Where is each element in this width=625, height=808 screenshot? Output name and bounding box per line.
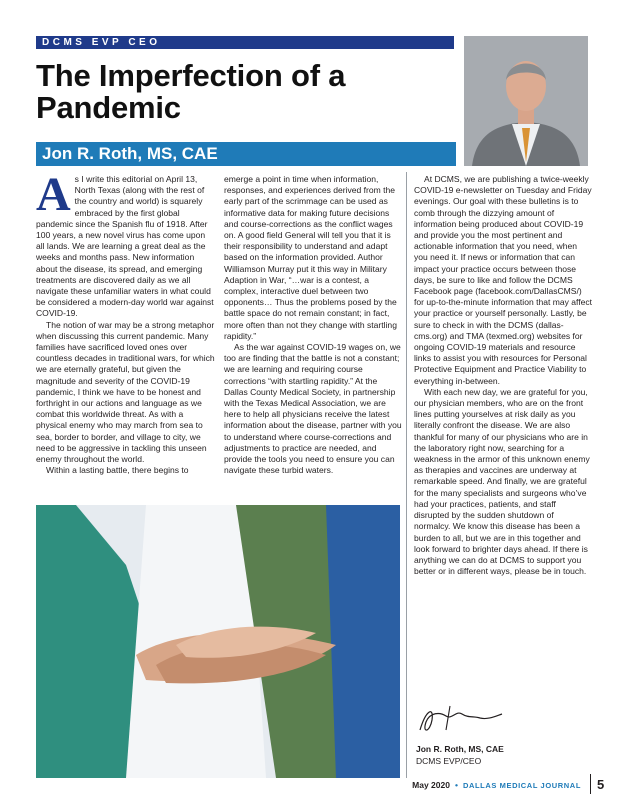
footer-separator: • <box>454 780 458 790</box>
article-column-2 <box>224 174 402 476</box>
paragraph: As the war against COVID-19 wages on, we too are finding that the battle is not a constant; we are learning and requiring course corrections “with startling rapidity.” At the Dallas County Medical Society, in partnership with the Texas Medical Association, we are here to help all physicians receive the latest information about the disease, partner with you to understand where course-corrections and adjustments to practice are needed, and provide the tools you need to ensure you can navigate these turbid waters. <box>224 342 402 476</box>
handwritten-signature <box>416 700 506 736</box>
drop-cap: A <box>36 168 71 221</box>
page-number: 5 <box>597 777 605 792</box>
author-bar <box>36 142 456 166</box>
article-column-3 <box>414 174 592 577</box>
column-divider <box>406 172 407 778</box>
issue-date: May 2020 <box>412 780 450 790</box>
page-footer <box>412 780 581 790</box>
paragraph: emerge a point in time when information, responses, and experiences derived from the early part of the scrimmage can be used as informative data for making future decisions and course-corrections as the conflict wages on. A good field General will tell you that it is their responsibility to understand and adapt based on the information provided. Author Williamson Murray put it this way in Military Adaption in War, “…war is a contest, a complex, interactive duel between two opponents… Thus the problems posed by the battle space do not remain constant; in fact, more often than not they change with startling rapidity.” <box>224 174 397 341</box>
medical-team-hands-photo <box>36 505 400 778</box>
article-column-1 <box>36 168 216 476</box>
paragraph: At DCMS, we are publishing a twice-weekly COVID-19 e-newsletter on Tuesday and Friday evenings. Our goal with these bulletins is to comb through the dizzying amount of information being produced about COVID-19 and provide you the most pertinent and actionable information that you need, when you need it. If news or information that can impact your practice occurs between those days, be sure to like and follow the DCMS Facebook page (facebook.com/DallasCMS/) for up-to-the-minute information that may affect your practice or yourself personally. Lastly, be sure to check in with the DCMS (dallas-cms.org) and TMA (texmed.org) websites for ongoing COVID-19 materials and resource links to assist you with resources for Personal Protective Equipment and Practice Viability to everything in-between. <box>414 174 592 386</box>
article-title: The Imperfection of a Pandemic <box>36 58 346 125</box>
author-byline: Jon R. Roth, MS, CAE <box>42 144 218 163</box>
author-portrait-photo <box>464 36 588 166</box>
footer-rule <box>590 774 591 794</box>
paragraph: Within a lasting battle, there begins to <box>46 465 189 476</box>
paragraph: As I write this editorial on April 13, North Texas (along with the rest of the country and world) is squarely embraced by the first global pandemic since the Spanish flu of 1918. After 100 years, a new novel virus has come upon all lands. We are learning a great deal as the weeks and months pass. New information about the disease, its spread, and emerging treatments are discovered daily as we all navigate these unfamiliar waters in what could be considered a modern-day world war against COVID-19. <box>36 168 214 319</box>
section-kicker-bar <box>36 36 454 49</box>
signoff-role: DCMS EVP/CEO <box>416 756 482 766</box>
paragraph: With each new day, we are grateful for you, our physician members, who are on the front lines putting yourselves at risk daily as you literally confront the disease. We are also thankful for many of our physicians who are in the laboratory right now, searching for a weakness in the armor of this unknown enemy as therapies and vaccines are underway at remarkable speed. And finally, we are grateful for the many specialists and surgeons who’ve had your practices, patients, and staff disrupted by the sudden shutdown of normalcy. We know this disease has been a burden to all, but we are in this together and look forward to brighter days ahead. If there is anything we can do at DCMS to support you better or in different ways, please be in touch. <box>414 386 590 577</box>
journal-name: DALLAS MEDICAL JOURNAL <box>462 780 581 790</box>
signoff-name: Jon R. Roth, MS, CAE <box>416 744 504 754</box>
paragraph: The notion of war may be a strong metaphor when discussing this current pandemic. Many families have sacrificed loved ones over countless decades in traditional wars, for which we are eternally grateful, but given the magnitude and severity of the COVID-19 pandemic, I think we have to be honest and forthright in our actions and language as we combat this worldwide threat. As with a physical enemy who may march from sea to sea, border to border, and village to city, we need to be aggressive in tackling this unseen enemy throughout the world. <box>36 319 215 465</box>
section-kicker: DCMS EVP CEO <box>42 37 161 48</box>
